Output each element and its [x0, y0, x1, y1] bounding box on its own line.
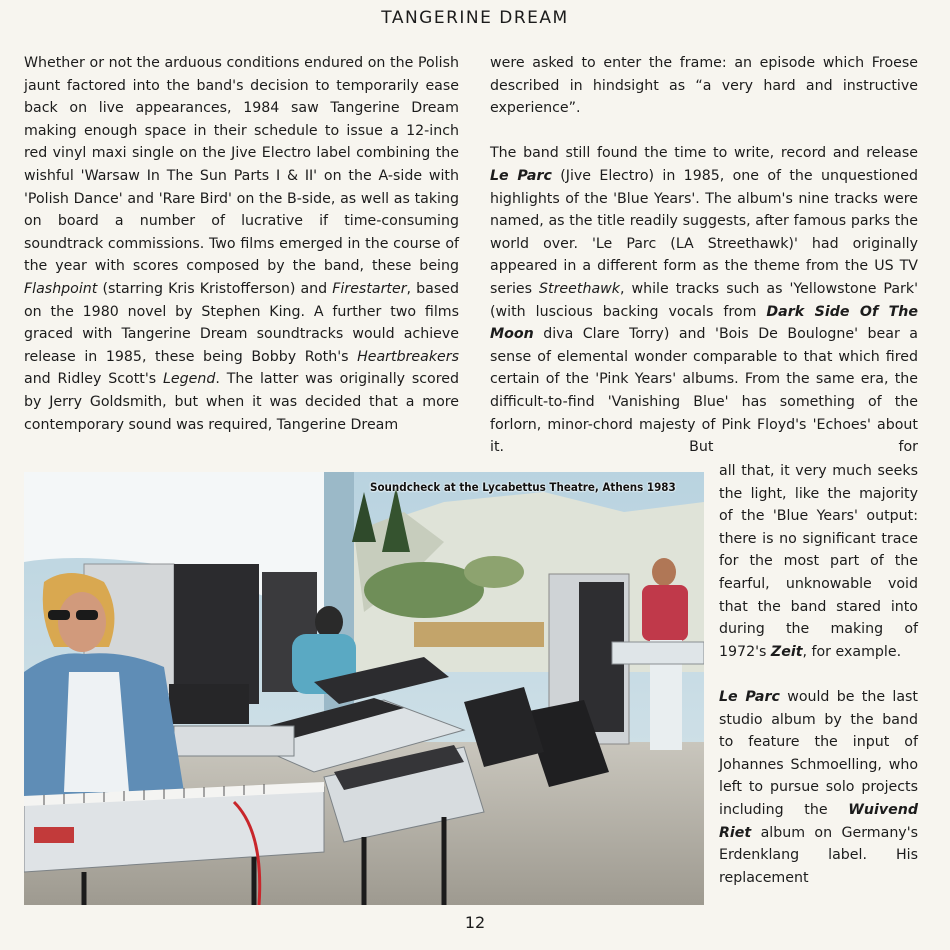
text-run: , while tracks such as 'Yellowstone Park' (with luscious backing vocals from	[490, 280, 918, 320]
text-run: , based on the 1980 novel by Stephen King. A further two films graced with Tangerine Dream soundtracks would achieve release in 1985, these being Bobby Roth's	[24, 280, 459, 365]
page-header: TANGERINE DREAM	[381, 8, 569, 28]
album-title: Le Parc	[490, 167, 552, 184]
right-paragraph-1: were asked to enter the frame: an episode which Froese described in hindsight as “a very hard and instructive experience”.	[490, 55, 918, 117]
album-title: Wuivend Riet	[719, 801, 918, 841]
photo-caption: Soundcheck at the Lycabettus Theatre, Athens 1983	[370, 480, 676, 494]
text-run: album on Germany's Erdenklang label. His replacement	[719, 824, 918, 886]
text-run: . The latter was originally scored by Jerry Goldsmith, but when it was decided that a more contemporary sound was required, Tangerine Dream	[24, 371, 459, 433]
text-run: would be the last studio album by the band to feature the input of Johannes Schmoelling, who left to pursue solo projects including the	[719, 688, 918, 818]
album-title: Zeit	[770, 643, 803, 660]
film-title: Legend	[163, 371, 216, 388]
film-title: Heartbreakers	[357, 348, 459, 365]
right-paragraph-3	[719, 686, 918, 889]
text-run: , for example.	[802, 643, 902, 660]
concert-photo	[24, 472, 704, 905]
film-title: Flashpoint	[24, 280, 98, 297]
text-run: The band still found the time to write, record and release	[490, 145, 918, 162]
right-column-bottom	[719, 460, 918, 889]
film-title: Firestarter	[332, 280, 407, 297]
left-paragraph	[24, 52, 459, 436]
series-title: Streethawk	[539, 280, 620, 297]
album-title: Le Parc	[719, 688, 780, 705]
photo-illustration	[24, 472, 704, 905]
text-run: and Ridley Scott's	[24, 371, 163, 388]
text-run: all that, it very much seeks the light, like the majority of the 'Blue Years' output: there is no significant trace for the most part of the fearful, unknowable void that the band stared into during the making of 1972's	[719, 463, 918, 660]
text-run: diva Clare Torry) and 'Bois De Boulogne' bear a sense of elemental wonder comparable to that which fired certain of the 'Pink Years' albums. From the same era, the difficult-to-find 'Vanishing Blue' has something of the forlorn, minor-chord majesty of Pink Floyd's 'Echoes' about it. But for	[490, 326, 918, 456]
right-column-top	[490, 52, 918, 459]
page-number: 12	[464, 913, 486, 932]
text-run: Whether or not the arduous conditions endured on the Polish jaunt factored into the band's decision to temporarily ease back on live appearances, 1984 saw Tangerine Dream making enough space in their schedule to issue a 12-inch red vinyl maxi single on the Jive Electro label combining the wishful 'Warsaw In The Sun Parts I & II' on the A-side with 'Polish Dance' and 'Rare Bird' on the B-side, as well as taking on board a number of lucrative if time-consuming soundtrack commissions. Two films emerged in the course of the year with scores composed by the band, these being	[24, 55, 459, 275]
text-run: (starring Kris Kristofferson) and	[97, 280, 333, 297]
text-run: (Jive Electro) in 1985, one of the unquestioned highlights of the 'Blue Years'. The album's nine tracks were named, as the title readily suggests, after famous parks the world over. 'Le Parc (LA Streethawk)' had originally appeared in a different form as the theme from the US TV series	[490, 167, 918, 297]
left-column	[24, 52, 459, 436]
right-paragraph-2-cont	[719, 460, 918, 663]
right-paragraph-2	[490, 142, 918, 458]
album-title: Dark Side Of The Moon	[490, 303, 919, 343]
